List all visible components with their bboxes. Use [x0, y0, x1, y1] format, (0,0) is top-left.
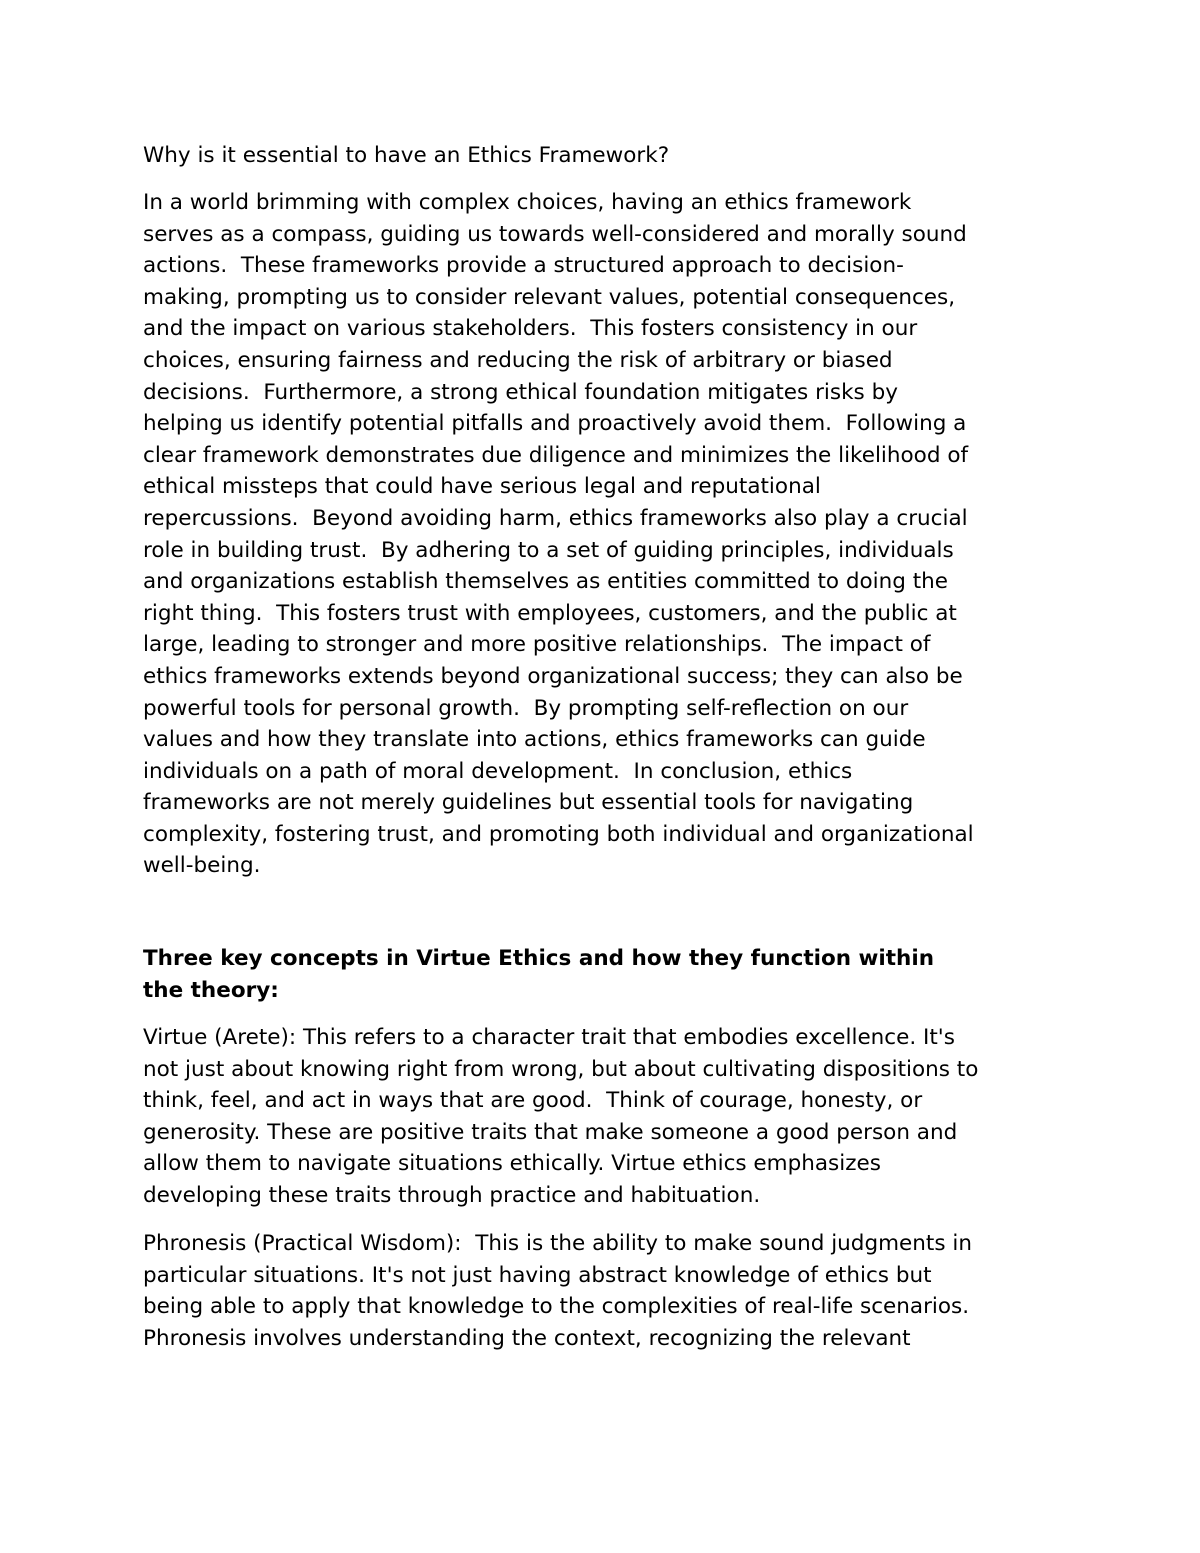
- paragraph-line: serves as a compass, guiding us towards well-considered and morally sound: [143, 221, 967, 247]
- question-line: Why is it essential to have an Ethics Framework?: [143, 143, 670, 168]
- heading-line: Three key concepts in Virtue Ethics and how they function within: [143, 946, 935, 971]
- paragraph-line: generosity. These are positive traits that make someone a good person and: [143, 1119, 958, 1145]
- paragraph-line: and the impact on various stakeholders. This fosters consistency in our: [143, 316, 918, 342]
- paragraph-line: values and how they translate into actions, ethics frameworks can guide: [143, 727, 926, 753]
- paragraph-line: Phronesis involves understanding the context, recognizing the relevant: [143, 1325, 911, 1351]
- paragraph-line: ethics frameworks extends beyond organizational success; they can also be: [143, 663, 963, 689]
- paragraph-line: developing these traits through practice and habituation.: [143, 1182, 761, 1208]
- heading-line: the theory:: [143, 977, 279, 1003]
- paragraph-line: helping us identify potential pitfalls and proactively avoid them. Following a: [143, 411, 967, 437]
- virtue-paragraph: [143, 1022, 978, 1212]
- paragraph-line: large, leading to stronger and more positive relationships. The impact of: [143, 632, 931, 658]
- paragraph-line: powerful tools for personal growth. By prompting self-reflection on our: [143, 695, 909, 721]
- paragraph-line: individuals on a path of moral development. In conclusion, ethics: [143, 758, 853, 784]
- paragraph-line: well-being.: [143, 853, 261, 879]
- paragraph-line: repercussions. Beyond avoiding harm, ethics frameworks also play a crucial: [143, 505, 968, 531]
- paragraph-line: Virtue (Arete): This refers to a character trait that embodies excellence. It's: [143, 1025, 955, 1050]
- virtue-ethics-heading: [143, 943, 934, 1006]
- framework-paragraph: [143, 187, 974, 882]
- paragraph-line: ethical missteps that could have serious legal and reputational: [143, 474, 821, 500]
- paragraph-line: and organizations establish themselves as entities committed to doing the: [143, 569, 949, 595]
- paragraph-line: making, prompting us to consider relevant values, potential consequences,: [143, 284, 956, 310]
- paragraph-line: not just about knowing right from wrong, but about cultivating dispositions to: [143, 1056, 979, 1082]
- paragraph-line: role in building trust. By adhering to a set of guiding principles, individuals: [143, 537, 954, 563]
- paragraph-line: allow them to navigate situations ethically. Virtue ethics emphasizes: [143, 1151, 881, 1177]
- paragraph-line: In a world brimming with complex choices, having an ethics framework: [143, 190, 912, 215]
- paragraph-line: think, feel, and act in ways that are good. Think of courage, honesty, or: [143, 1088, 923, 1114]
- paragraph-line: being able to apply that knowledge to the complexities of real-life scenarios.: [143, 1294, 970, 1320]
- paragraph-line: Phronesis (Practical Wisdom): This is the ability to make sound judgments in: [143, 1231, 972, 1256]
- paragraph-line: particular situations. It's not just having abstract knowledge of ethics but: [143, 1262, 932, 1288]
- paragraph-line: clear framework demonstrates due diligence and minimizes the likelihood of: [143, 442, 969, 468]
- paragraph-line: frameworks are not merely guidelines but essential tools for navigating: [143, 790, 914, 816]
- paragraph-line: actions. These frameworks provide a structured approach to decision-: [143, 253, 904, 279]
- paragraph-line: choices, ensuring fairness and reducing the risk of arbitrary or biased: [143, 347, 893, 373]
- paragraph-line: right thing. This fosters trust with employees, customers, and the public at: [143, 600, 957, 626]
- paragraph-line: complexity, fostering trust, and promoting both individual and organizational: [143, 821, 974, 847]
- phronesis-paragraph: [143, 1228, 972, 1354]
- section-question: [143, 140, 669, 172]
- paragraph-line: decisions. Furthermore, a strong ethical foundation mitigates risks by: [143, 379, 898, 405]
